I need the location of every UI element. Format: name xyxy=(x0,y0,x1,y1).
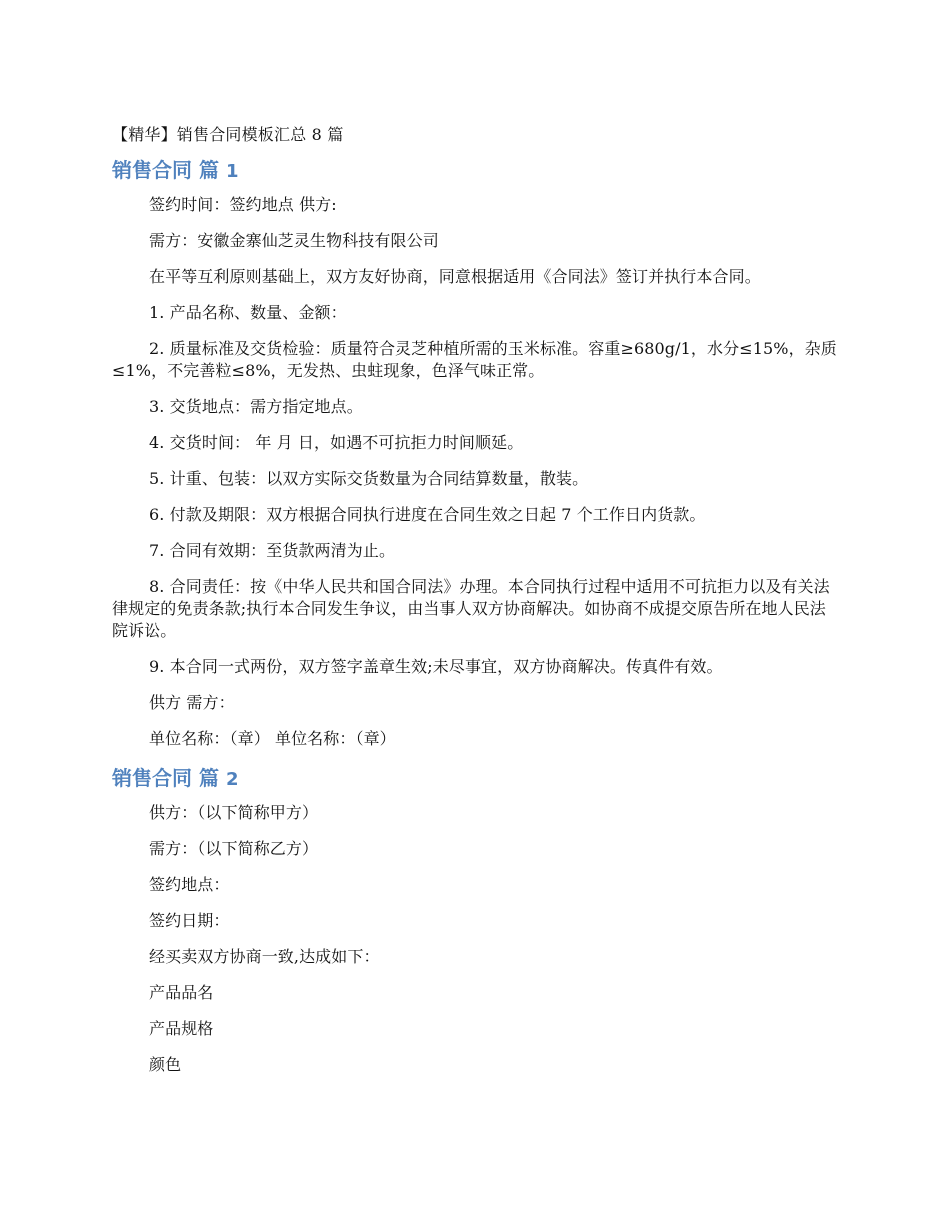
section-2 xyxy=(112,764,840,1076)
paragraph: 签约日期： xyxy=(149,911,230,930)
section-heading-number: 1 xyxy=(225,161,239,182)
paragraph: 供方：（以下简称甲方） xyxy=(149,803,319,822)
paragraph: 4. 交货时间： 年 月 日，如遇不可抗拒力时间顺延。 xyxy=(149,433,524,452)
section-heading-number: 2 xyxy=(225,769,239,790)
document-page xyxy=(112,122,840,1090)
paragraph: 需方：安徽金寨仙芝灵生物科技有限公司 xyxy=(149,231,439,250)
paragraph: 签约时间：签约地点 供方: xyxy=(149,195,337,214)
paragraph: 单位名称：（章） 单位名称：（章） xyxy=(149,729,396,748)
section-heading-text: 销售合同 篇 xyxy=(112,158,219,182)
paragraph: 6. 付款及期限：双方根据合同执行进度在合同生效之日起 7 个工作日内货款。 xyxy=(149,505,706,524)
paragraph: 颜色 xyxy=(149,1055,182,1074)
paragraph: 在平等互利原则基础上，双方友好协商，同意根据适用《合同法》签订并执行本合同。 xyxy=(149,267,761,286)
paragraph: 1. 产品名称、数量、金额： xyxy=(149,303,347,322)
section-heading xyxy=(112,764,840,794)
paragraph: 产品品名 xyxy=(149,983,214,1002)
paragraph: 签约地点： xyxy=(149,875,230,894)
paragraph: 经买卖双方协商一致,达成如下： xyxy=(149,947,380,966)
paragraph: 产品规格 xyxy=(149,1019,214,1038)
paragraph: 3. 交货地点：需方指定地点。 xyxy=(149,397,363,416)
section-heading xyxy=(112,156,840,186)
paragraph: 2. 质量标准及交货检验：质量符合灵芝种植所需的玉米标准。容重≥680g/1，水分≤15%，杂质≤1%，不完善粒≤8%，无发热、虫蛀现象，色泽气味正常。 xyxy=(112,339,837,380)
paragraph: 供方 需方： xyxy=(149,693,235,712)
paragraph: 7. 合同有效期：至货款两清为止。 xyxy=(149,541,396,560)
document-title: 【精华】销售合同模板汇总 8 篇 xyxy=(112,125,344,144)
paragraph: 9. 本合同一式两份，双方签字盖章生效;未尽事宜，双方协商解决。传真件有效。 xyxy=(149,657,723,676)
paragraph: 8. 合同责任：按《中华人民共和国合同法》办理。本合同执行过程中适用不可抗拒力以及有关法律规定的免责条款;执行本合同发生争议，由当事人双方协商解决。如协商不成提交原告所在地人民法院诉讼。 xyxy=(112,577,830,640)
section-heading-text: 销售合同 篇 xyxy=(112,766,219,790)
paragraph: 需方：（以下简称乙方） xyxy=(149,839,319,858)
section-1 xyxy=(112,156,840,750)
paragraph: 5. 计重、包装：以双方实际交货数量为合同结算数量，散装。 xyxy=(149,469,589,488)
